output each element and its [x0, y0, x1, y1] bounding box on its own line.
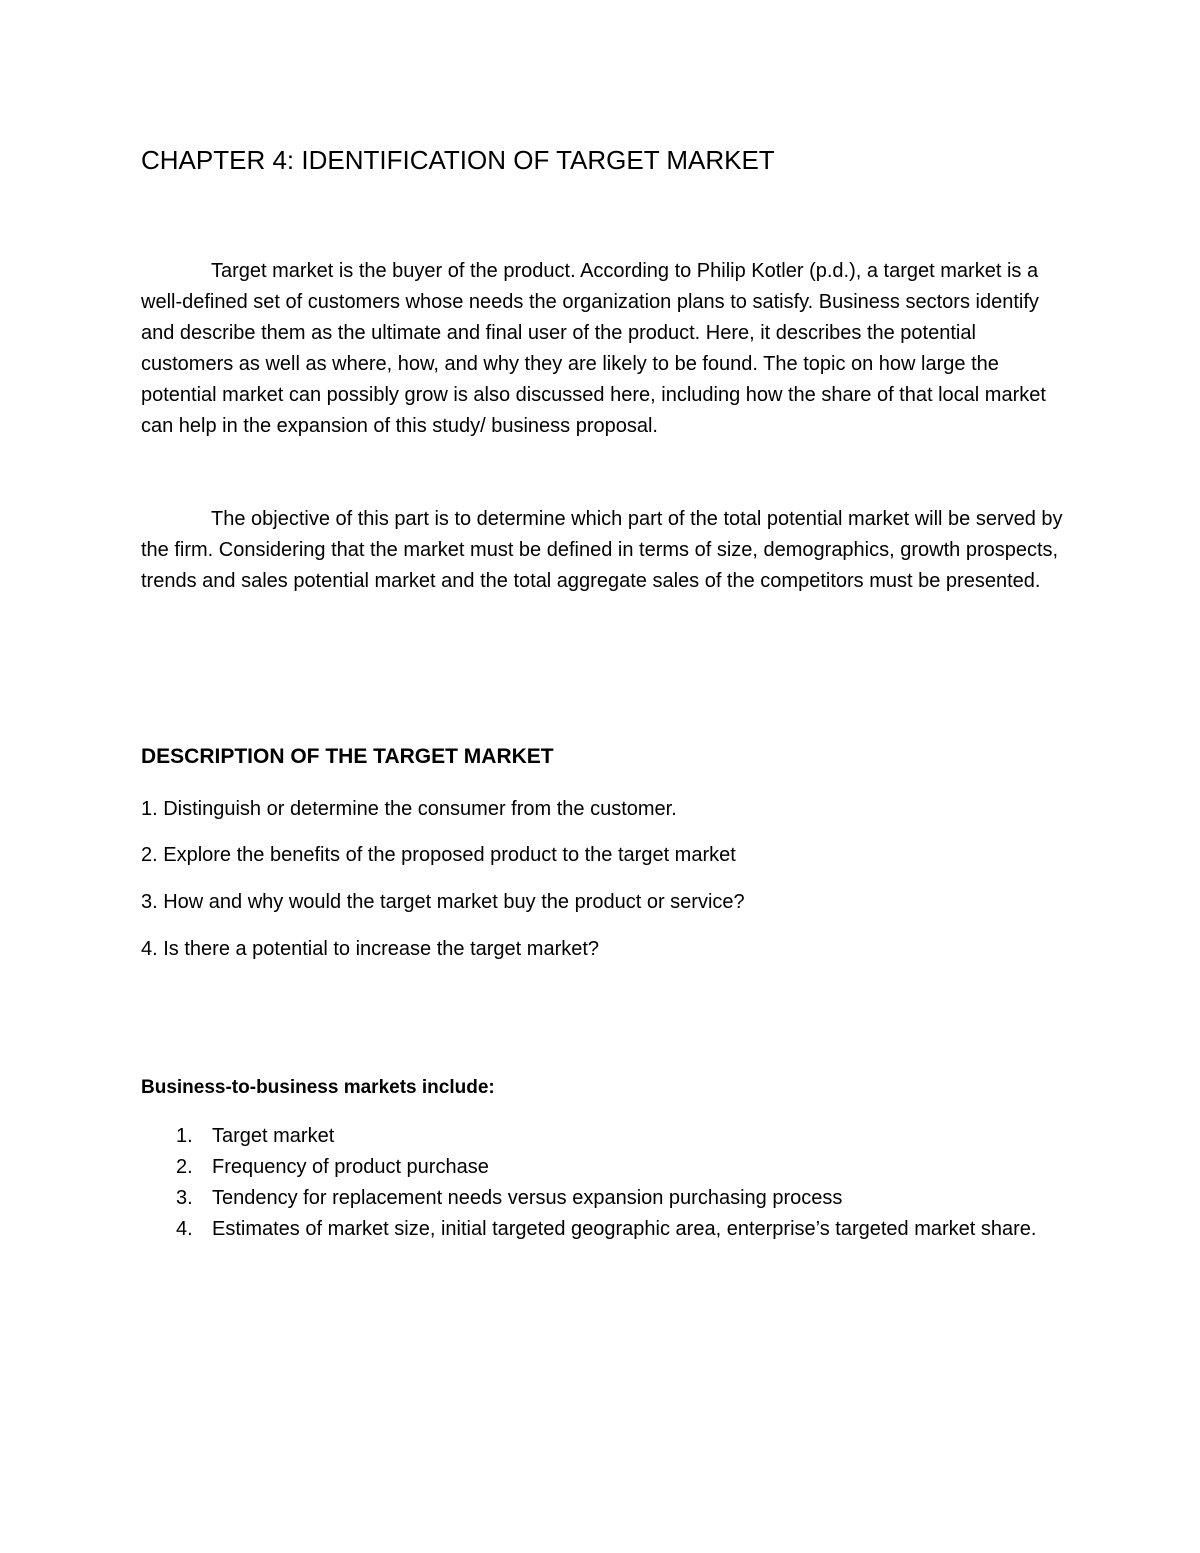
description-item: 3. How and why would the target market buy the product or service?	[141, 891, 745, 913]
list-item-number: 1.	[176, 1125, 193, 1147]
list-item	[141, 1121, 1061, 1152]
description-heading: DESCRIPTION OF THE TARGET MARKET	[141, 745, 554, 768]
list-item	[141, 1214, 1061, 1245]
list-item-number: 4.	[176, 1218, 193, 1240]
description-item: 4. Is there a potential to increase the target market?	[141, 938, 600, 960]
list-item-text: Estimates of market size, initial targeted geographic area, enterprise’s targeted market share.	[212, 1218, 1037, 1240]
b2b-heading: Business-to-business markets include:	[141, 1077, 495, 1098]
b2b-list	[141, 1121, 1061, 1245]
list-item-text: Target market	[212, 1125, 335, 1147]
objective-paragraph: The objective of this part is to determine which part of the total potential market will be served by the firm. Considering that the market must be defined in terms of size, demographics, growth prospects, trends and sales potential market and the total aggregate sales of the competitors must be presented.	[141, 508, 1063, 592]
list-item-number: 3.	[176, 1187, 193, 1209]
list-item-text: Tendency for replacement needs versus expansion purchasing process	[212, 1187, 843, 1209]
description-item: 2. Explore the benefits of the proposed product to the target market	[141, 844, 736, 866]
intro-paragraph: Target market is the buyer of the product. According to Philip Kotler (p.d.), a target market is a well-defined set of customers whose needs the organization plans to satisfy. Business sectors identify and describe them as the ultimate and final user of the product. Here, it describes the potential customers as well as where, how, and why they are likely to be found. The topic on how large the potential market can possibly grow is also discussed here, including how the share of that local market can help in the expansion of this study/ business proposal.	[141, 260, 1046, 437]
list-item-text: Frequency of product purchase	[212, 1156, 489, 1178]
description-item: 1. Distinguish or determine the consumer from the customer.	[141, 798, 677, 820]
list-item-number: 2.	[176, 1156, 193, 1178]
list-item	[141, 1183, 1061, 1214]
chapter-title: CHAPTER 4: IDENTIFICATION OF TARGET MARKET	[141, 145, 775, 175]
list-item	[141, 1152, 1061, 1183]
